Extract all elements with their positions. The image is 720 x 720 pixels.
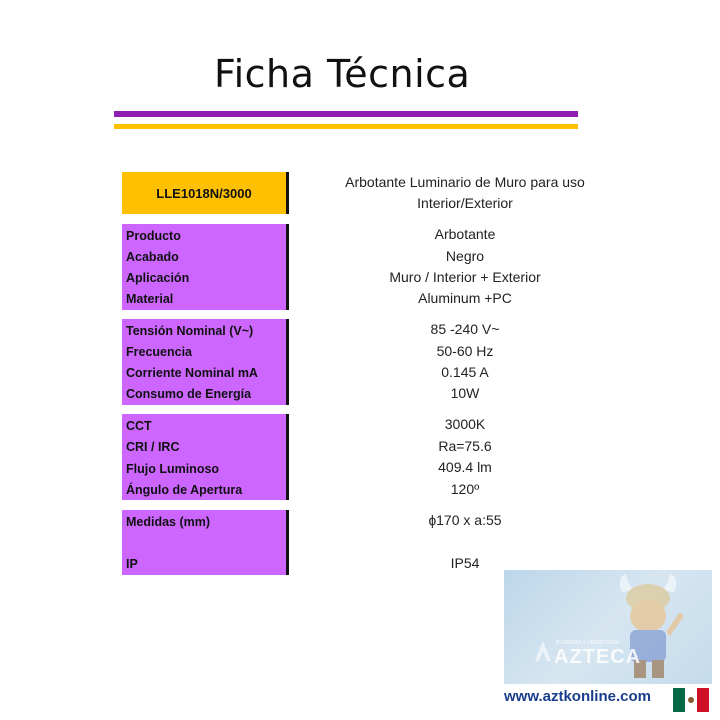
spec-label: Aplicación <box>126 271 190 285</box>
spec-label: Producto <box>126 229 181 243</box>
spec-value: Negro <box>445 248 485 264</box>
azteca-logo-icon <box>534 640 552 662</box>
description-line-2: Interior/Exterior <box>417 195 513 211</box>
spec-value: Arbotante <box>434 226 496 242</box>
spec-label: Medidas (mm) <box>126 515 211 529</box>
divider <box>286 414 289 500</box>
spec-label: CRI / IRC <box>126 440 180 454</box>
purple-rule <box>114 111 578 117</box>
spec-label: Tensión Nominal (V~) <box>126 324 254 338</box>
spec-label: Corriente Nominal mA <box>126 366 258 380</box>
spec-value: 50-60 Hz <box>436 343 494 359</box>
spec-value: 0.145 A <box>441 364 489 380</box>
spec-value: ɸ170 x a:55 <box>428 512 502 528</box>
spec-label: IP <box>126 557 138 571</box>
logo-subtext: PLOMERÍA Y FERRETERÍA <box>556 640 620 646</box>
website-link[interactable]: www.aztkonline.com <box>504 688 651 705</box>
spec-label: Acabado <box>126 250 179 264</box>
spec-value: Ra=75.6 <box>438 438 492 454</box>
logo-text: AZTECA <box>554 646 642 668</box>
spec-label: CCT <box>126 419 152 433</box>
mexico-flag-icon <box>673 688 709 712</box>
spec-value: 85 -240 V~ <box>430 321 500 337</box>
sku-badge <box>122 172 286 214</box>
divider <box>286 319 289 405</box>
spec-label: Consumo de Energía <box>126 387 252 401</box>
spec-label: Frecuencia <box>126 345 193 359</box>
description-line-1: Arbotante Luminario de Muro para uso <box>345 174 585 190</box>
divider <box>286 510 289 575</box>
spec-label: Flujo Luminoso <box>126 462 220 476</box>
spec-value: Muro / Interior + Exterior <box>389 269 541 285</box>
divider <box>286 172 289 214</box>
brand-watermark <box>504 570 712 684</box>
spec-value: 3000K <box>444 416 486 432</box>
sku-text: LLE1018N/3000 <box>156 185 252 201</box>
page-title: Ficha Técnica <box>214 52 471 96</box>
spec-value: 120º <box>450 481 480 497</box>
spec-value: Aluminum +PC <box>418 290 512 306</box>
spec-label: Ángulo de Apertura <box>126 483 243 497</box>
spec-value: 10W <box>450 385 480 401</box>
product-description <box>290 172 640 214</box>
divider <box>286 224 289 310</box>
spec-value: 409.4 lm <box>438 459 492 475</box>
spec-label: Material <box>126 292 174 306</box>
gold-rule <box>114 124 578 129</box>
spec-value: IP54 <box>450 555 480 571</box>
